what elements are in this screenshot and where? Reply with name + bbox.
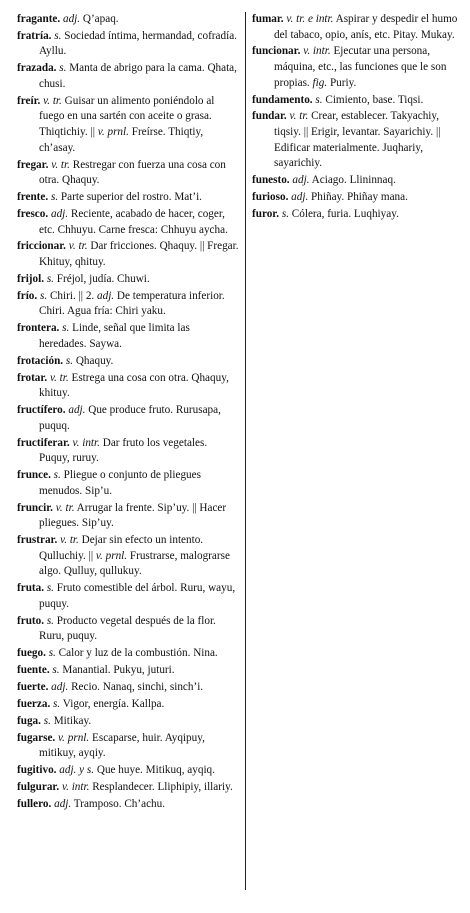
entry-definition: Fruto comestible del árbol. Ruru, wayu, puquy. <box>39 582 236 610</box>
entry-definition: Que produce fruto. Rurusapa, puquq. <box>39 404 221 432</box>
entry-definition: Chiri. || 2. <box>47 289 98 302</box>
dictionary-entry <box>17 680 239 696</box>
entry-definition: Fréjol, judía. Chuwi. <box>53 272 150 285</box>
entry-definition: Resplandecer. Lliphipiy, illariy. <box>89 780 233 793</box>
entry-definition: Ejecutar una persona, máquina, etc., las funciones que le son propias. <box>274 45 447 89</box>
entry-headword: fugarse. <box>17 731 56 744</box>
entry-grammar-tag: v. intr. <box>300 45 331 58</box>
entry-grammar-tag: adj. <box>60 13 81 25</box>
entry-grammar-tag: adj. <box>97 289 115 302</box>
entry-definition: Guisar un alimento poniéndolo al fuego en una sartén con aceite o grasa. Thiqtichiy. || <box>39 94 215 139</box>
dictionary-entry <box>252 93 462 109</box>
entry-headword: fundamento. <box>252 93 313 106</box>
entry-definition: Que huye. Mitikuq, ayqiq. <box>94 764 215 777</box>
dictionary-entry <box>17 354 239 370</box>
entry-grammar-tag: v. prnl. <box>95 549 128 562</box>
entry-headword: fruto. <box>17 614 45 627</box>
entry-headword: fructífero. <box>17 404 66 417</box>
dictionary-entry <box>17 239 239 270</box>
entry-grammar-tag: adj. y s. <box>56 764 95 777</box>
entry-definition: Calor y luz de la combustión. Nina. <box>55 647 218 660</box>
entry-definition: Producto vegetal después de la flor. Ruru, puquy. <box>39 614 216 643</box>
entry-definition: Dejar sin efecto un intento. Qulluchiy. || <box>39 534 204 562</box>
entry-headword: frotar. <box>17 371 48 384</box>
entry-definition: Parte superior del rostro. Mat’i. <box>58 191 202 204</box>
dictionary-entry <box>17 94 239 156</box>
entry-definition: Tramposo. Ch’achu. <box>71 797 166 810</box>
entry-grammar-tag: v. tr. <box>52 501 75 514</box>
entry-grammar-tag: v. tr. e intr. <box>283 13 334 25</box>
entry-definition: Reciente, acabado de hacer, coger, etc. Chhuyu. Carne fresca: Chhuyu aycha. <box>39 207 228 236</box>
entry-headword: fuga. <box>17 714 41 727</box>
dictionary-entry <box>17 501 239 532</box>
dictionary-entry <box>17 731 239 762</box>
entry-grammar-tag: v. intr. <box>69 436 100 449</box>
entry-headword: frío. <box>17 289 38 302</box>
entry-definition: Puriy. <box>327 76 357 89</box>
entry-headword: fumar. <box>252 13 284 25</box>
dictionary-entry <box>17 158 239 189</box>
entry-headword: fundar. <box>252 110 287 123</box>
entry-headword: fruta. <box>17 582 45 595</box>
entry-definition: Q’apaq. <box>80 13 119 25</box>
dictionary-entry <box>252 190 462 206</box>
entry-headword: fruncir. <box>17 501 53 514</box>
entry-grammar-tag: s. <box>312 93 323 106</box>
dictionary-entry <box>17 436 239 467</box>
entry-grammar-tag: s. <box>45 647 56 660</box>
dictionary-entry <box>17 190 239 206</box>
entry-grammar-tag: s. <box>63 354 74 367</box>
dictionary-entry <box>252 173 462 189</box>
entry-grammar-tag: adj. <box>48 680 69 693</box>
entry-headword: fugitivo. <box>17 764 57 777</box>
entry-grammar-tag: adj. <box>48 207 69 220</box>
entry-headword: freír. <box>17 94 41 107</box>
entry-grammar-tag: s. <box>44 614 54 627</box>
entry-headword: fullero. <box>17 797 52 810</box>
dictionary-entry <box>17 614 239 645</box>
entry-definition: De temperatura inferior. Chiri. Agua fría: Chiri yaku. <box>39 289 225 318</box>
dictionary-entry <box>17 468 239 499</box>
entry-definition: Pliegue o conjunto de pliegues menudos. Sip’u. <box>39 469 201 497</box>
dictionary-entry <box>17 321 239 352</box>
entry-definition: Crear, establecer. Takyachiy, tiqsiy. || Erigir, levantar. Sayarichiy. || Edificar materialmente. Juqhariy, sayarichiy. <box>274 110 441 170</box>
dictionary-entry <box>17 646 239 662</box>
entry-headword: fuego. <box>17 647 46 660</box>
dictionary-entry <box>17 533 239 580</box>
entry-grammar-tag: v. tr. <box>47 371 69 384</box>
dictionary-entry <box>17 272 239 288</box>
entry-headword: fructiferar. <box>17 436 70 449</box>
entry-definition: Qhaquy. <box>73 354 114 367</box>
entry-grammar-tag: v. prnl. <box>55 731 90 744</box>
right-column <box>252 12 462 224</box>
entry-headword: fresco. <box>17 207 49 220</box>
entry-headword: frazada. <box>17 62 57 75</box>
entry-headword: fregar. <box>17 158 49 171</box>
dictionary-entry <box>17 780 239 796</box>
dictionary-entry <box>252 207 462 223</box>
dictionary-entry <box>17 797 239 813</box>
entry-definition: Recio. Nanaq, sinchi, sinch’i. <box>68 680 204 693</box>
dictionary-entry <box>17 61 239 92</box>
dictionary-entry <box>17 207 239 238</box>
entry-grammar-tag: v. tr. <box>40 94 62 107</box>
entry-headword: funesto. <box>252 174 290 187</box>
entry-definition: Escaparse, huir. Ayqipuy, mitikuy, ayqiy. <box>39 731 205 760</box>
entry-headword: funcionar. <box>252 45 301 58</box>
entry-grammar-tag: s. <box>59 322 70 335</box>
dictionary-entry <box>17 289 239 320</box>
entry-grammar-tag: adj. <box>51 797 72 810</box>
entry-headword: frijol. <box>17 272 45 285</box>
entry-headword: friccionar. <box>17 240 66 253</box>
entry-grammar-tag: s. <box>56 62 67 75</box>
entry-definition: Sociedad íntima, hermandad, cofradía. Ayllu. <box>39 29 237 58</box>
entry-grammar-tag: s. <box>51 29 62 42</box>
entry-headword: furor. <box>252 207 280 220</box>
entry-grammar-tag: s. <box>48 191 59 204</box>
entry-definition: Vigor, energía. Kallpa. <box>60 697 165 710</box>
entry-grammar-tag: adj. <box>288 191 309 204</box>
dictionary-entry <box>17 581 239 612</box>
entry-definition: Freírse. Thiqtiy, ch’asay. <box>39 126 204 154</box>
entry-grammar-tag: v. tr. <box>57 534 79 547</box>
entry-definition: Frustrarse, malograrse algo. Qulluy, qullukuy. <box>39 549 230 578</box>
entry-definition: Manantial. Pukyu, juturi. <box>59 663 175 676</box>
dictionary-entry <box>252 12 462 43</box>
dictionary-entry <box>17 714 239 730</box>
entry-definition: Dar fruto los vegetales. Puquy, ruruy. <box>39 436 208 465</box>
dictionary-entry <box>17 403 239 434</box>
entry-headword: furioso. <box>252 191 289 204</box>
entry-grammar-tag: s. <box>49 663 60 676</box>
dictionary-entry <box>17 697 239 713</box>
entry-grammar-tag: v. tr. <box>286 110 309 123</box>
entry-headword: frustrar. <box>17 534 58 547</box>
entry-definition: Linde, señal que limita las heredades. Saywa. <box>39 322 190 350</box>
entry-headword: frontera. <box>17 322 60 335</box>
entry-definition: Dar fricciones. Qhaquy. || Fregar. Khituy, qhituy. <box>39 240 239 268</box>
entry-grammar-tag: s. <box>50 697 61 710</box>
entry-headword: fragante. <box>17 13 61 25</box>
entry-headword: frotación. <box>17 354 64 367</box>
entry-grammar-tag: s. <box>279 207 289 220</box>
entry-definition: Aciago. Llininnaq. <box>309 174 396 187</box>
entry-grammar-tag: adj. <box>65 404 86 417</box>
column-divider <box>245 12 246 890</box>
entry-grammar-tag: fig. <box>312 76 328 89</box>
entry-definition: Aspirar y despedir el humo del tabaco, opio, anís, etc. Pitay. Mukay. <box>274 13 458 41</box>
entry-grammar-tag: v. tr. <box>65 240 88 253</box>
entry-grammar-tag: s. <box>44 272 54 285</box>
dictionary-entry <box>252 109 462 171</box>
entry-headword: fulgurar. <box>17 780 60 793</box>
entry-grammar-tag: s. <box>37 289 48 302</box>
entry-grammar-tag: s. <box>44 582 54 595</box>
dictionary-entry <box>17 12 239 28</box>
entry-grammar-tag: s. <box>40 714 51 727</box>
dictionary-entry <box>17 663 239 679</box>
dictionary-entry <box>17 763 239 779</box>
entry-headword: fratría. <box>17 29 52 42</box>
entry-headword: fuerte. <box>17 680 49 693</box>
entry-headword: frente. <box>17 191 49 204</box>
entry-grammar-tag: adj. <box>289 174 310 187</box>
entry-grammar-tag: v. tr. <box>48 158 70 171</box>
entry-definition: Cimiento, base. Tiqsi. <box>322 93 424 106</box>
dictionary-entry <box>17 29 239 60</box>
dictionary-entry <box>252 44 462 91</box>
entry-definition: Cólera, furia. Luqhiyay. <box>289 207 399 220</box>
entry-headword: fuerza. <box>17 697 51 710</box>
entry-definition: Manta de abrigo para la cama. Qhata, chusi. <box>39 62 237 90</box>
dictionary-entry <box>17 371 239 402</box>
entry-definition: Restregar con fuerza una cosa con otra. Qhaquy. <box>39 158 226 187</box>
entry-headword: fuente. <box>17 663 50 676</box>
entry-definition: Arrugar la frente. Sip’uy. || Hacer pliegues. Sip’uy. <box>39 501 227 530</box>
entry-grammar-tag: v. prnl. <box>97 126 129 139</box>
entry-grammar-tag: v. intr. <box>59 780 90 793</box>
entry-headword: frunce. <box>17 469 51 482</box>
entry-definition: Phiñay. Phiñay mana. <box>308 191 408 204</box>
left-column <box>17 12 239 814</box>
entry-definition: Estrega una cosa con otra. Qhaquy, khituy. <box>39 371 229 400</box>
entry-grammar-tag: s. <box>50 469 61 482</box>
entry-definition: Mitikay. <box>50 714 92 727</box>
